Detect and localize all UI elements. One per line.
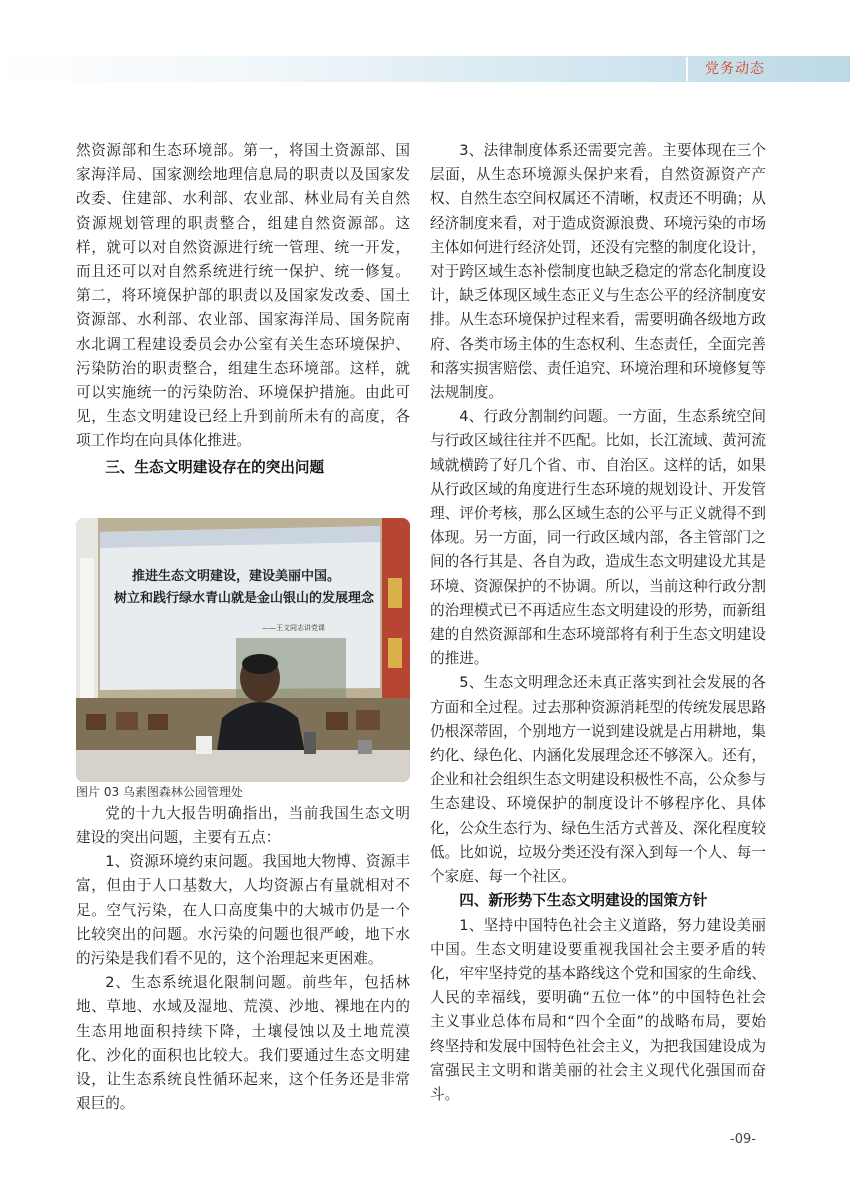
section-heading: 四、新形势下生态文明建设的国策方针 <box>459 892 708 910</box>
paragraph: 5、生态文明理念还未真正落实到社会发展的各方面和全过程。过去那种资源消耗型的传统发展思路仍根深蒂固，个别地方一说到建设就是占用耕地，集约化、绿色化、内涵化发展理念还不够深入。还有，企业和社会组织生态文明建设积极性不高，公众参与生态建设、环境保护的制度设计不够程序化、具体化，公众生态行为、绿色生活方式普及、深化程度较低。比如说，垃圾分类还没有深入到每一个人、每一个家庭、每一个社区。 <box>430 674 766 886</box>
paragraph: 然资源部和生态环境部。第一，将国土资源部、国家海洋局、国家测绘地理信息局的职责以及国家发改委、住建部、水利部、农业部、林业局有关自然资源规划管理的职责整合，组建自然资源部。这样，就可以对自然资源进行统一管理、统一开发，而且还可以对自然系统进行统一保护、统一修复。第二，将环境保护部的职责以及国家发改委、国土资源部、水利部、农业部、国家海洋局、国务院南水北调工程建设委员会办公室有关生态环境保护、污染防治的职责整合，组建生态环境部。这样，就可以实施统一的污染防治、环境保护措施。由此可见，生态文明建设已经上升到前所未有的高度，各项工作均在向具体化推进。 <box>76 142 410 450</box>
paragraph: 1、坚持中国特色社会主义道路，努力建设美丽中国。生态文明建设要重视我国社会主要矛盾的转化，牢牢坚持党的基本路线这个党和国家的生命线、人民的幸福线，要明确“五位一体”的中国特色社会主义事业总体布局和“四个全面”的战略布局，要始终坚持和发展中国特色社会主义，为把我国建设成为富强民主文明和谐美丽的社会主义现代化强国而奋斗。 <box>430 916 766 1103</box>
paragraph: 3、法律制度体系还需要完善。主要体现在三个层面，从生态环境源头保护来看，自然资源资产产权、自然生态空间权属还不清晰，权责还不明确；从经济制度来看，对于造成资源浪费、环境污染的市场主体如何进行经济处罚，还没有完整的制度化设计，对于跨区域生态补偿制度也缺乏稳定的常态化制度设计，缺乏体现区域生态正义与生态公平的经济制度安排。从生态环境保护过程来看，需要明确各级地方政府、各类市场主体的生态权利、生态责任，全面完善和落实损害赔偿、责任追究、环境治理和环境修复等法规制度。 <box>430 142 766 402</box>
photo-caption: 图片 03 乌素图森林公园管理处 <box>76 784 243 799</box>
slide-line-1: 推进生态文明建设，建设美丽中国。 <box>132 568 341 584</box>
paragraph: 4、行政分割制约问题。一方面，生态系统空间与行政区域往往并不匹配。比如，长江流域、黄河流域就横跨了好几个省、市、自治区。这样的话，如果从行政区域的角度进行生态环境的规划设计、开发管理、评价考核，那么区域生态的公平与正义就得不到体现。另一方面，同一行政区域内部，各主管部门之间的各行其是、各自为政，造成生态文明建设尤其是环境、资源保护的不协调。所以，当前这种行政分割的治理模式已不再适应生态文明建设的形势，而新组建的自然资源部和生态环境部将有利于生态文明建设的推进。 <box>430 408 766 668</box>
left-column <box>76 139 410 1116</box>
paragraph: 2、生态系统退化限制问题。前些年，包括林地、草地、水域及湿地、荒漠、沙地、裸地在内的生态用地面积持续下降，土壤侵蚀以及土地荒漠化、沙化的面积也比较大。我们要通过生态文明建设，让生态系统良性循环起来，这个任务还是非常艰巨的。 <box>76 974 410 1113</box>
header-separator <box>686 57 688 81</box>
paragraph: 1、资源环境约束问题。我国地大物博、资源丰富，但由于人口基数大，人均资源占有量就相对不足。空气污染，在人口高度集中的大城市仍是一个比较突出的问题。水污染的问题也很严峻，地下水的污染是我们看不见的，这个治理起来更困难。 <box>76 853 410 968</box>
photo-illustration <box>76 518 410 782</box>
meeting-photo <box>76 518 410 782</box>
section-label: 党务动态 <box>705 61 765 77</box>
paragraph: 党的十九大报告明确指出，当前我国生态文明建设的突出问题，主要有五点： <box>76 804 410 847</box>
slide-line-2: 树立和践行绿水青山就是金山银山的发展理念 <box>114 590 375 606</box>
slide-signature: ——王文同志讲党课 <box>262 623 325 632</box>
right-column <box>430 139 766 1107</box>
section-heading: 三、生态文明建设存在的突出问题 <box>105 458 325 476</box>
page-number: -09- <box>730 1132 756 1147</box>
